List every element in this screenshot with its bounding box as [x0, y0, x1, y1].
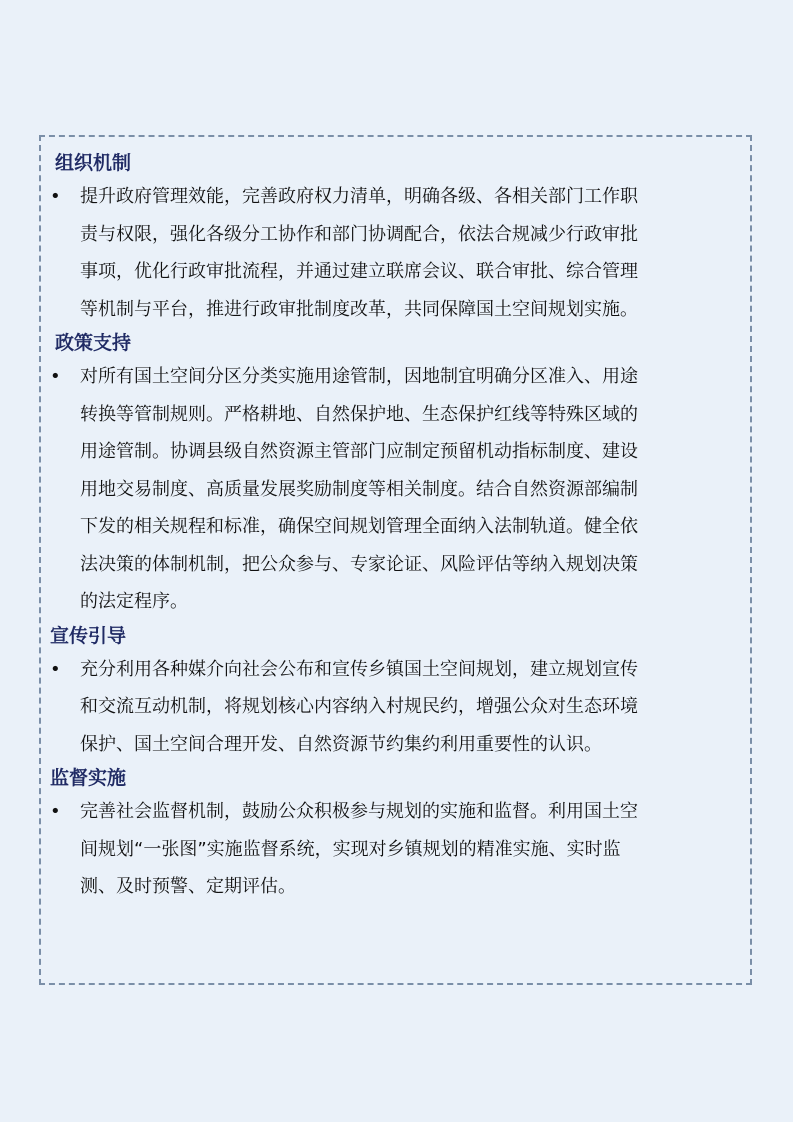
paragraph-line: 转换等管制规则。严格耕地、自然保护地、生态保护红线等特殊区域的 [80, 403, 638, 425]
section-paragraph [80, 178, 750, 328]
section-publicity [50, 621, 750, 764]
bullet-item [50, 358, 750, 621]
bullet-item [50, 178, 750, 328]
bullet-icon: • [50, 366, 61, 387]
section-paragraph [80, 358, 750, 621]
paragraph-line: 完善社会监督机制，鼓励公众积极参与规划的实施和监督。利用国土空 [80, 801, 638, 822]
paragraph-line: 法决策的体制机制，把公众参与、专家论证、风险评估等纳入规划决策 [80, 553, 638, 575]
paragraph-line: 等机制与平台，推进行政审批制度改革，共同保障国土空间规划实施。 [80, 298, 638, 320]
bullet-item [50, 651, 750, 764]
section-paragraph [80, 651, 750, 764]
paragraph-line: 下发的相关规程和标准，确保空间规划管理全面纳入法制轨道。健全依 [80, 516, 638, 537]
section-heading: 宣传引导 [50, 624, 127, 647]
paragraph-line: 间规划“一张图”实施监督系统，实现对乡镇规划的精准实施、实时监 [80, 838, 621, 860]
bullet-icon: • [50, 186, 61, 207]
paragraph-line: 和交流互动机制，将规划核心内容纳入村规民约，增强公众对生态环境 [80, 696, 638, 717]
section-policy-support [50, 328, 750, 621]
section-heading: 组织机制 [55, 152, 132, 174]
paragraph-line: 用地交易制度、高质量发展奖励制度等相关制度。结合自然资源部编制 [80, 478, 638, 500]
paragraph-line: 的法定程序。 [80, 591, 188, 612]
paragraph-line: 事项，优化行政审批流程，并通过建立联席会议、联合审批、综合管理 [80, 261, 638, 282]
bullet-icon: • [50, 658, 61, 680]
paragraph-line: 对所有国土空间分区分类实施用途管制，因地制宜明确分区准入、用途 [80, 366, 638, 387]
paragraph-line: 保护、国土空间合理开发、自然资源节约集约利用重要性的认识。 [80, 733, 602, 755]
section-heading: 政策支持 [55, 332, 132, 354]
section-organization [50, 148, 750, 328]
paragraph-line: 用途管制。协调县级自然资源主管部门应制定预留机动指标制度、建设 [80, 441, 638, 462]
bullet-item [50, 793, 750, 906]
paragraph-line: 责与权限，强化各级分工协作和部门协调配合，依法合规减少行政审批 [80, 223, 638, 245]
paragraph-line: 提升政府管理效能，完善政府权力清单，明确各级、各相关部门工作职 [80, 186, 638, 207]
paragraph-line: 测、及时预警、定期评估。 [80, 876, 296, 897]
section-paragraph [80, 793, 750, 906]
bullet-icon: • [50, 801, 61, 822]
document-content [50, 148, 750, 906]
section-heading: 监督实施 [50, 767, 127, 789]
section-supervision [50, 763, 750, 906]
paragraph-line: 充分利用各种媒介向社会公布和宣传乡镇国土空间规划，建立规划宣传 [80, 658, 638, 680]
